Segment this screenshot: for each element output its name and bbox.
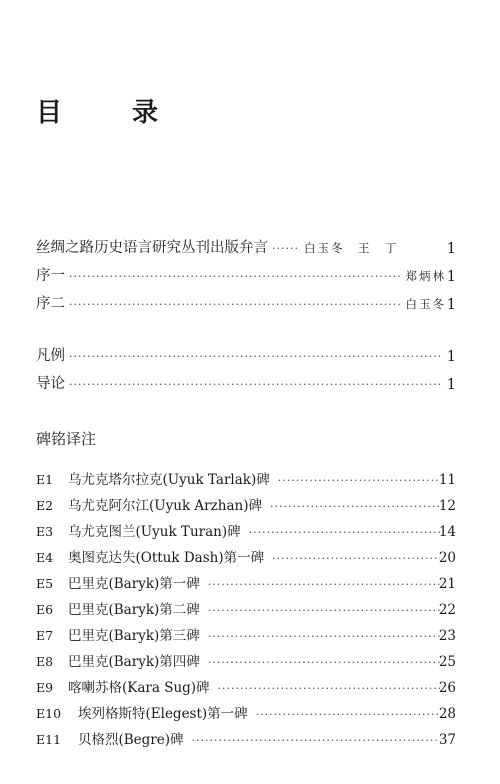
toc-entry[interactable] <box>36 728 456 748</box>
entry-page: 26 <box>438 680 456 696</box>
leader-dots <box>272 552 440 565</box>
entry-title: 巴里克(Baryk)第一碑 <box>68 576 200 592</box>
entry-page: 21 <box>438 576 456 592</box>
entry-page: 28 <box>438 706 456 722</box>
entry-page: 23 <box>438 628 456 644</box>
toc-author: 白玉冬 王 丁 <box>304 241 399 255</box>
leader-dots <box>69 270 400 283</box>
entry-page: 37 <box>438 732 456 748</box>
toc-entry[interactable] <box>36 468 456 488</box>
toc-author: 郑炳林 <box>405 269 446 283</box>
leader-dots <box>192 734 440 747</box>
toc-entry[interactable] <box>36 702 456 722</box>
toc-title: 序一 <box>36 268 65 284</box>
entry-title: 乌尤克塔尔拉克(Uyuk Tarlak)碑 <box>68 472 270 488</box>
toc-title: 凡例 <box>36 348 65 364</box>
entry-code: E3 <box>36 524 54 539</box>
toc-row-conventions[interactable] <box>36 344 456 365</box>
toc-page: 1 <box>446 269 456 285</box>
toc-row-preface-series[interactable] <box>36 236 456 257</box>
toc-entry[interactable] <box>36 494 456 514</box>
leader-dots <box>69 298 400 311</box>
entry-page: 11 <box>438 472 456 488</box>
entry-code: E8 <box>36 654 54 669</box>
leader-dots <box>272 242 298 255</box>
entry-title: 巴里克(Baryk)第三碑 <box>68 628 200 644</box>
toc-entry[interactable] <box>36 676 456 696</box>
leader-dots <box>69 350 442 363</box>
section-heading: 碑铭译注 <box>36 430 97 448</box>
entry-page: 20 <box>438 550 456 566</box>
toc-row-foreword-2[interactable] <box>36 292 456 313</box>
entry-title: 奥图克达失(Ottuk Dash)第一碑 <box>68 550 265 566</box>
leader-dots <box>208 604 440 617</box>
entry-page: 25 <box>438 654 456 670</box>
entry-page: 22 <box>438 602 456 618</box>
entry-page: 14 <box>438 524 456 540</box>
toc-title: 丝绸之路历史语言研究丛刊出版弁言 <box>36 240 268 256</box>
toc-page: 1 <box>446 241 456 257</box>
entry-code: E2 <box>36 498 54 513</box>
entry-title: 乌尤克阿尔江(Uyuk Arzhan)碑 <box>68 498 262 514</box>
leader-dots <box>218 682 440 695</box>
entry-title: 乌尤克图兰(Uyuk Turan)碑 <box>68 524 241 540</box>
toc-entry[interactable] <box>36 650 456 670</box>
toc-title: 序二 <box>36 296 65 312</box>
toc-entry[interactable] <box>36 624 456 644</box>
entry-code: E9 <box>36 680 54 695</box>
toc-row-foreword-1[interactable] <box>36 264 456 285</box>
leader-dots <box>69 378 442 391</box>
entry-title: 喀喇苏格(Kara Sug)碑 <box>68 680 210 696</box>
entry-title: 巴里克(Baryk)第四碑 <box>68 654 200 670</box>
entry-code: E6 <box>36 602 54 617</box>
entry-title: 埃列格斯特(Elegest)第一碑 <box>78 706 248 722</box>
leader-dots <box>249 526 440 539</box>
leader-dots <box>278 474 440 487</box>
leader-dots <box>256 708 440 721</box>
entry-code: E1 <box>36 472 54 487</box>
entry-code: E5 <box>36 576 54 591</box>
page-title: 目 录 <box>36 98 181 128</box>
toc-entry[interactable] <box>36 572 456 592</box>
entry-code: E11 <box>36 732 62 747</box>
entry-page: 12 <box>438 498 456 514</box>
toc-entry[interactable] <box>36 546 456 566</box>
toc-entry[interactable] <box>36 598 456 618</box>
leader-dots <box>208 656 440 669</box>
entry-title: 巴里克(Baryk)第二碑 <box>68 602 200 618</box>
toc-title: 导论 <box>36 376 65 392</box>
entry-code: E4 <box>36 550 54 565</box>
entry-code: E10 <box>36 706 62 721</box>
toc-author: 白玉冬 <box>405 297 446 311</box>
toc-row-introduction[interactable] <box>36 372 456 393</box>
toc-page: 1 <box>446 297 456 313</box>
leader-dots <box>270 500 440 513</box>
toc-entry[interactable] <box>36 520 456 540</box>
entry-code: E7 <box>36 628 54 643</box>
toc-page: 1 <box>446 349 456 365</box>
toc-page: 1 <box>446 377 456 393</box>
entry-title: 贝格烈(Begre)碑 <box>78 732 184 748</box>
leader-dots <box>208 578 440 591</box>
leader-dots <box>208 630 440 643</box>
